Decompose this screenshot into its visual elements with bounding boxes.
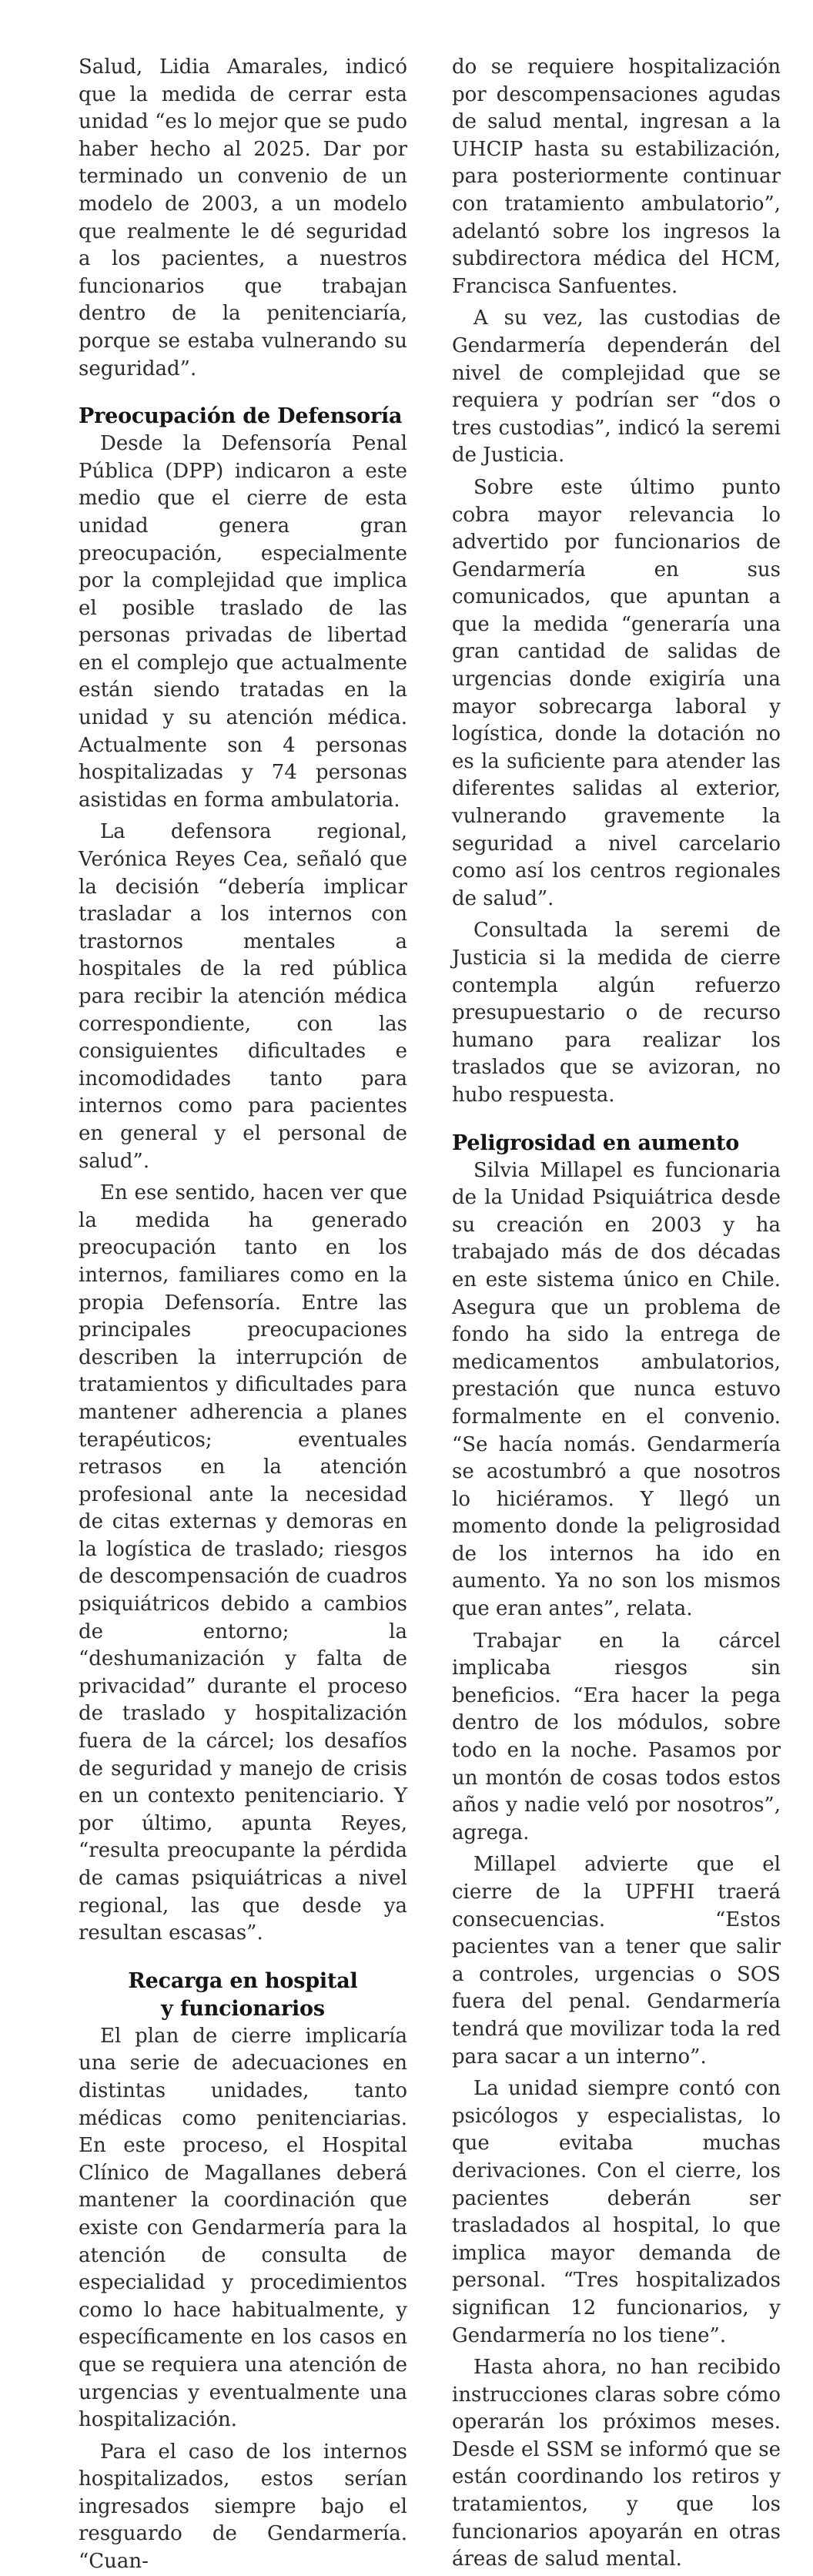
paragraph: En ese sentido, hacen ver que la medida ha generado preocupación tanto en los internos, familiares como en la propia Defensoría. Entre las principales preocupaciones describen la interrupción de tratamientos y dificultades para mantener adherencia a planes terapéuticos; eventuales retrasos en la atención profesional ante la necesidad de citas externas y demoras en la logística de traslado; riesgos de descompensación de cuadros psiquiátricos debido a cambios de entorno; la “deshumanización y falta de privacidad” durante el proceso de traslado y hospitalización fuera de la cárcel; los desafíos de seguridad y manejo de crisis en un contexto penitenciario. Y por último, apunta Reyes, “resulta preocupante la pérdida de camas psiquiátricas a nivel regional, las que desde ya resultan escasas”. (79, 1181, 407, 1945)
paragraph: do se requiere hospitalización por descompensaciones agudas de salud mental, ingresan a la UHCIP hasta su estabilización, para posteriormente continuar con tratamiento ambulatorio”, adelantó sobre los ingresos la subdirectora médica del HCM, Francisca Sanfuentes. (452, 55, 781, 298)
paragraph: Silvia Millapel es funcionaria de la Unidad Psiquiátrica desde su creación en 2003 y ha trabajado más de dos décadas en este sistema único en Chile. Asegura que un problema de fondo ha sido la entrega de medicamentos ambulatorios, prestación que nunca estuvo formalmente en el convenio. “Se hacía nomás. Gendarmería se acostumbró a que nosotros lo hiciéramos. Y llegó un momento donde la peligrosidad de los internos ha ido en aumento. Ya no son los mismos que eran antes”, relata. (452, 1158, 781, 1621)
column-right (452, 54, 781, 2571)
paragraph: El plan de cierre implicaría una serie de adecuaciones en distintas unidades, tanto médicas como penitenciarias. En este proceso, el Hospital Clínico de Magallanes deberá mantener la coordinación que existe con Gendarmería para la atención de consulta de especialidad y procedimientos como lo hace habitualmente, y específicamente en los casos en que se requiera una atención de urgencias y eventualmente una hospitalización. (79, 2024, 407, 2432)
paragraph: Sobre este último punto cobra mayor relevancia lo advertido por funcionarios de Gendarmería en sus comunicados, que apuntan a que la medida “generaría una gran cantidad de salidas de urgencias donde exigiría una mayor sobrecarga laboral y logística, donde la dotación no es la suficiente para atender las diferentes salidas al exterior, vulnerando gravemente la seguridad a nivel carcelario como así los centros regionales de salud”. (452, 475, 781, 910)
section-heading-line: Recarga en hospital (128, 1968, 358, 1993)
paragraph: A su vez, las custodias de Gendarmería dependerán del nivel de complejidad que se requiera y podrían ser “dos o tres custodias”, indicó la seremi de Justicia. (452, 307, 781, 467)
section-heading-peligrosidad: Peligrosidad en aumento (452, 1131, 740, 1155)
paragraph: Para el caso de los internos hospitalizados, estos serían ingresados siempre bajo el resguardo de Gendarmería. “Cuan- (79, 2440, 407, 2574)
paragraph: Desde la Defensoría Penal Pública (DPP) indicaron a este medio que el cierre de esta unidad genera gran preocupación, especialmente por la complejidad que implica el posible traslado de las personas privadas de libertad en el complejo que actualmente están siendo tratadas en la unidad y su atención médica. Actualmente son 4 personas hospitalizadas y 74 personas asistidas en forma ambulatoria. (79, 432, 407, 812)
column-left (79, 54, 407, 2574)
paragraph: Trabajar en la cárcel implicaba riesgos sin beneficios. “Era hacer la pega dentro de los módulos, sobre todo en la noche. Pasamos por un montón de cosas todos estos años y nadie veló por nosotros”, agrega. (452, 1629, 781, 1844)
paragraph: La unidad siempre contó con psicólogos y especialistas, lo que evitaba muchas derivaciones. Con el cierre, los pacientes deberán ser trasladados al hospital, lo que implica mayor demanda de personal. “Tres hospitalizados significan 12 funcionarios, y Gendarmería no los tiene”. (452, 2077, 781, 2347)
paragraph: Consultada la seremi de Justicia si la medida de cierre contempla algún refuerzo presupuestario o de recurso humano para realizar los traslados que se avizoran, no hubo respuesta. (452, 919, 781, 1107)
section-heading-line: y funcionarios (161, 1996, 325, 2021)
section-heading-recarga (79, 1968, 407, 2023)
paragraph: Millapel advierte que el cierre de la UPFHI traerá consecuencias. “Estos pacientes van a tener que salir a controles, urgencias o SOS fuera del penal. Gendarmería tendrá que movilizar toda la red para sacar a un interno”. (452, 1853, 781, 2069)
paragraph: La defensora regional, Verónica Reyes Cea, señaló que la decisión “debería implicar trasladar a los internos con trastornos mentales a hospitales de la red pública para recibir la atención médica correspondiente, con las consiguientes dificultades e incomodidades tanto para internos como para pacientes en general y el personal de salud”. (79, 820, 407, 1173)
paragraph: Hasta ahora, no han recibido instrucciones claras sobre cómo operarán los próximos meses. Desde el SSM se informó que se están coordinando los retiros y tratamientos, y que los funcionarios apoyarán en otras áreas de salud mental. (452, 2356, 781, 2571)
paragraph: Salud, Lidia Amarales, indicó que la medida de cerrar esta unidad “es lo mejor que se pudo haber hecho al 2025. Dar por terminado un convenio de un modelo de 2003, a un modelo que realmente le dé seguridad a los pacientes, a nuestros funcionarios que trabajan dentro de la penitenciaría, porque se estaba vulnerando su seguridad”. (79, 55, 407, 380)
section-heading-defensoria: Preocupación de Defensoría (79, 404, 403, 429)
